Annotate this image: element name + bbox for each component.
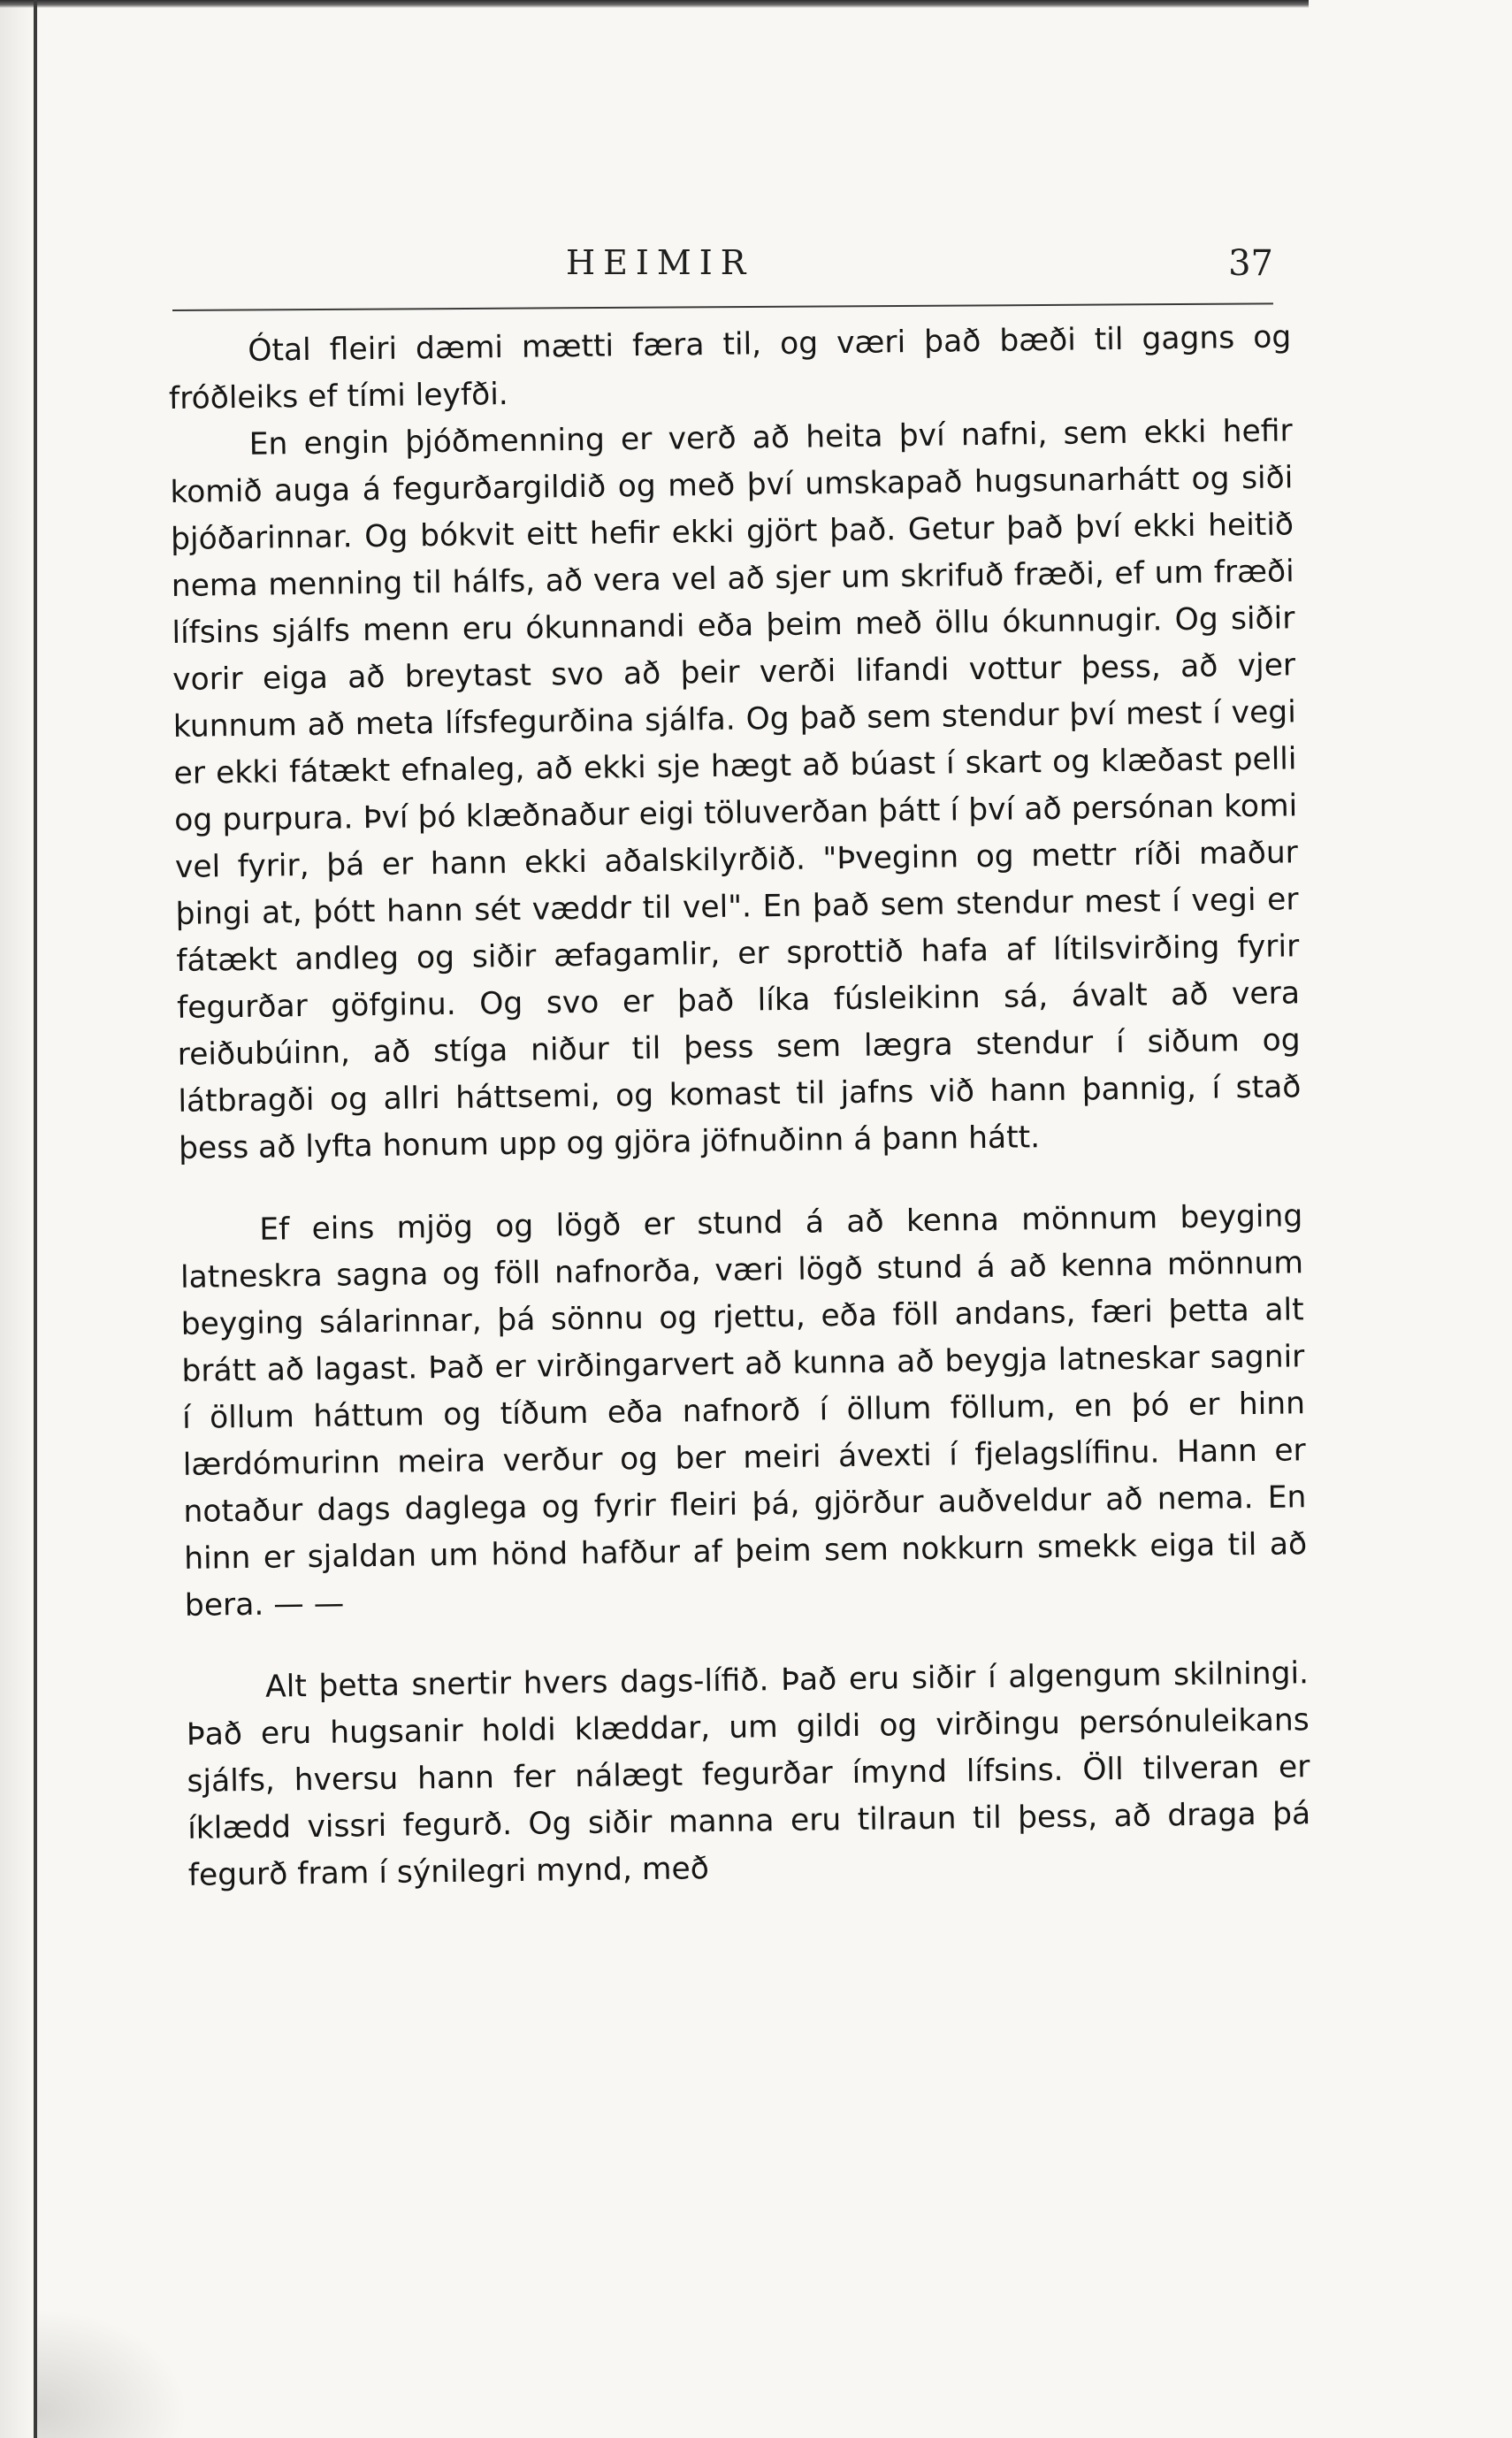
paragraph-4: Alt þetta snertir hvers dags-lífið. Það eru siðir í algengum skilningi. Það eru hugsanir holdi klæddar, um gildi og virðingu persónuleikans sjálfs, hversu hann fer nálægt fegurðar ímynd lífsins. Öll tilveran er íklædd vissri fegurð. Og siðir manna eru tilraun til þess, að draga þá fegurð fram í sýnilegri mynd, með [186, 1655, 1311, 1893]
page-header [168, 243, 1282, 296]
paragraph-2: En engin þjóðmenning er verð að heita því nafni, sem ekki hefir komið auga á fegurðargildið og með því umskapað hugsunarhátt og siði þjóðarinnar. Og bókvit eitt hefir ekki gjört það. Getur það því ekki heitið nema menning til hálfs, að vera vel að sjer um skrifuð fræði, ef um fræði lífsins sjálfs menn eru ókunnandi eða þeim með öllu ókunnugir. Og siðir vorir eiga að breytast svo að þeir verði lifandi vottur þess, að vjer kunnum að meta lífsfegurðina sjálfa. Og það sem stendur því mest í vegi er ekki fátækt efnaleg, að ekki sje hægt að búast í skart og klæðast pelli og purpura. Því þó klæðnaður eigi töluverðan þátt í því að persónan komi vel fyrir, þá er hann ekki aðalskilyrðið. "Þveginn og mettr ríði maður þingi at, þótt hann sét væddr til vel". En það sem stendur mest í vegi er fátækt andleg og siðir æfagamlir, er sprottið hafa af lítilsvirðing fyrir fegurðar göfginu. Og svo er það líka fúsleikinn sá, ávalt að vera reiðubúinn, að stíga niður til þess sem lægra stendur í siðum og látbragði og allri háttsemi, og komast til jafns við hann þannig, í stað þess að lyfta honum upp og gjöra jöfnuðinn á þann hátt. [170, 413, 1302, 1166]
header-rule [172, 302, 1273, 311]
scan-smudge [37, 2308, 187, 2438]
paragraph-1: Ótal fleiri dæmi mætti færa til, og væri það bæði til gagns og fróðleiks ef tími leyfði. [168, 319, 1292, 417]
scan-edge-shadow [0, 0, 34, 2438]
body-text [168, 314, 1311, 1899]
page-number: 37 [1228, 243, 1273, 284]
scan-left-edge [34, 0, 37, 2438]
running-head: HEIMIR [566, 243, 754, 282]
paragraph-3: Ef eins mjög og lögð er stund á að kenna mönnum beyging latneskra sagna og föll nafnorða, væri lögð stund á að kenna mönnum beyging sálarinnar, þá sönnu og rjettu, eða föll andans, færi þetta alt brátt að lagast. Það er virðingarvert að kunna að beygja latneskar sagnir í öllum háttum og tíðum eða nafnorð í öllum föllum, en þó er hinn lærdómurinn meira verður og ber meiri ávexti í fjelagslífinu. Hann er notaður dags daglega og fyrir fleiri þá, gjörður auðveldur að nema. En hinn er sjaldan um hönd hafður af þeim sem nokkurn smekk eiga til að bera. — — [179, 1198, 1308, 1624]
scan-top-edge [0, 0, 1309, 8]
